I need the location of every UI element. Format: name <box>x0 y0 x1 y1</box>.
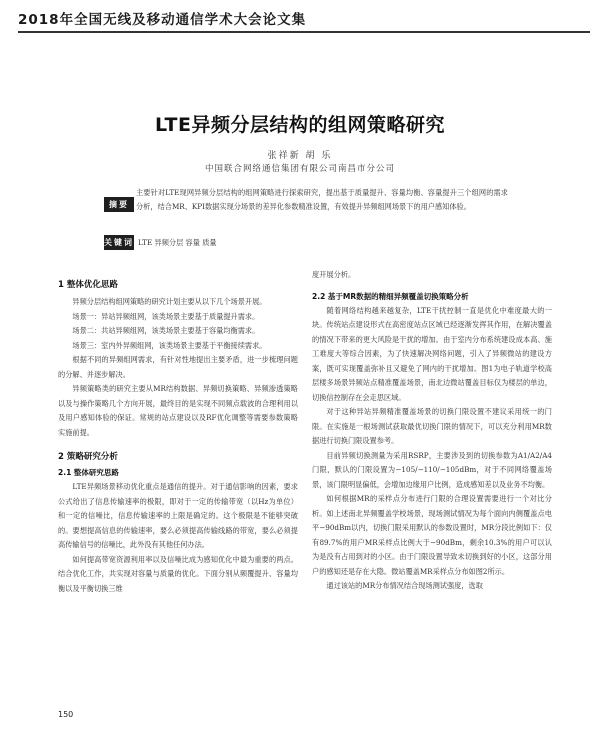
paragraph: 场景二：共站异频组网，该类场景主要基于容量均衡需求。 <box>72 326 260 335</box>
abstract-text: 主要针对LTE现网异频分层结构的组网策略进行探索研究，提出基于质量提升、容量均衡、容量提升三个组网的需求分析，结合MR、KPI数据实现分场景的差异化参数精准设置，有效提升异频组网场景下的用户感知体验。 <box>136 188 508 211</box>
left-column <box>58 272 298 596</box>
paragraph: 通过该站的MR分布情况结合现场测试强度，选取 <box>326 581 483 590</box>
paragraph: 如何根据MR的采样点分布进行门限的合理设置需要进行一个对比分析。如上述南北异频覆盖学校场景，现场测试情况为每个面向内侧覆盖点电平−90dBm以内，切换门限采用默认的参数设置时，MR分段比例如下：仅有89.7%的用户MR采样点比例大于−90dBm，剩余10.3%的用户可以认为是没有占用到对的小区。由于门限设置导致未切换到好的小区，这部分用户的感知还是存在大隐。微站覆盖MR采样点分布如图2所示。 <box>312 494 552 576</box>
paragraph: 对于这种异站异频精准覆盖场景的切换门限设置不建议采用统一的门限。在实施是一根场测试获取最优切换门限的情况下，可以充分利用MR数据进行切换门限设置参考。 <box>312 407 552 445</box>
paragraph: 随着网络结构越来越复杂，LTE干扰控制一直是优化中难度最大的一块。传统站点建设形式在高密度站点区域已经逐渐发挥其作用，在解决覆盖的情况下带来的更大风险是干扰的增加。由于室内分布系统建设成本高、施工难度大等综合因素，为了快速解决网络问题，引入了异频微站的建设方案，既可实现覆盖弥补且又避免了网内的干扰增加。图1为电子轨道学校高层楼多场景异频站点精准覆盖场景，南北边微站覆盖目标仅为楼层的单边，切换信控制存在会走思区域。 <box>312 305 552 402</box>
page-number: 150 <box>58 710 74 719</box>
section-2-1-heading: 2.1 整体研究思路 <box>58 468 119 477</box>
paragraph: 根据不同的异频组网需求，有针对性地提出主要矛盾，进一步梳理问题的分解、并逐步解决。 <box>58 355 298 379</box>
section-2-heading: 2 策略研究分析 <box>58 452 118 462</box>
section-1-heading: 1 整体优化思路 <box>58 280 118 290</box>
affiliation: 中国联合网络通信集团有限公司南昌市分公司 <box>204 164 395 174</box>
authors: 张祥新 胡 乐 <box>267 151 333 161</box>
keywords-text: LTE 异频分层 容量 质量 <box>138 238 217 247</box>
abstract-label: 摘要 <box>104 197 134 212</box>
paragraph: 场景一：异站异频组网，该类场景主要基于质量提升需求。 <box>72 311 260 321</box>
right-column <box>312 268 552 594</box>
paragraph: 度开展分析。 <box>312 270 356 279</box>
paragraph: 异频策略类的研究主要从MR结构数据、异频切换策略、异频渗透策略以及与操作策略几个方向开展，最终目的是实现不同频点载波的合理利用以及用户感知体验的保证。常规的站点建设以及RF优化调整等需要参数策略实施前提。 <box>58 384 298 437</box>
paragraph: 场景三：室内外异频组网，该类场景主要基于平衡接续需求。 <box>72 340 267 350</box>
paragraph: 目前异频切换测量为采用RSRP，主要涉及到的切换参数为A1/A2/A4门限，默认的门限设置为−105/−110/−105dBm，对于不同网络覆盖场景，该门限明显偏低，会增加边缘用户比例，造成感知差以及业务不均衡。 <box>312 450 552 489</box>
keywords-label: 关键词 <box>104 235 134 250</box>
section-2-2-heading: 2.2 基于MR数据的精细异频覆盖切换策略分析 <box>312 291 469 301</box>
paragraph: LTE异频场景移动优化重点是通信的提升。对于通信影响的因素，要求公式给出了信息传输速率的极限，即对于一定的传输带宽（以Hz为单位）和一定的信噪比，信息传输速率的上限是确定的。这个极限是不能够突破的。要想提高信息的传输速率，要么必须提高传输线路的带宽，要么必须提高传输信号的信噪比，此外没有其他任何办法。 <box>58 482 298 549</box>
running-header: 2018年全国无线及移动通信学术大会论文集 <box>18 8 590 33</box>
paper-title: LTE异频分层结构的组网策略研究 <box>155 114 445 136</box>
paragraph: 异频分层结构组网策略的研究计划主要从以下几个场景开展。 <box>72 297 267 306</box>
paragraph: 如何提高带宽资源利用率以及信噪比成为感知优化中最为重要的两点。结合优化工作，共实现对容量与质量的优化。下面分别从频覆提升、容量均衡以及平衡切换三维 <box>58 554 298 593</box>
